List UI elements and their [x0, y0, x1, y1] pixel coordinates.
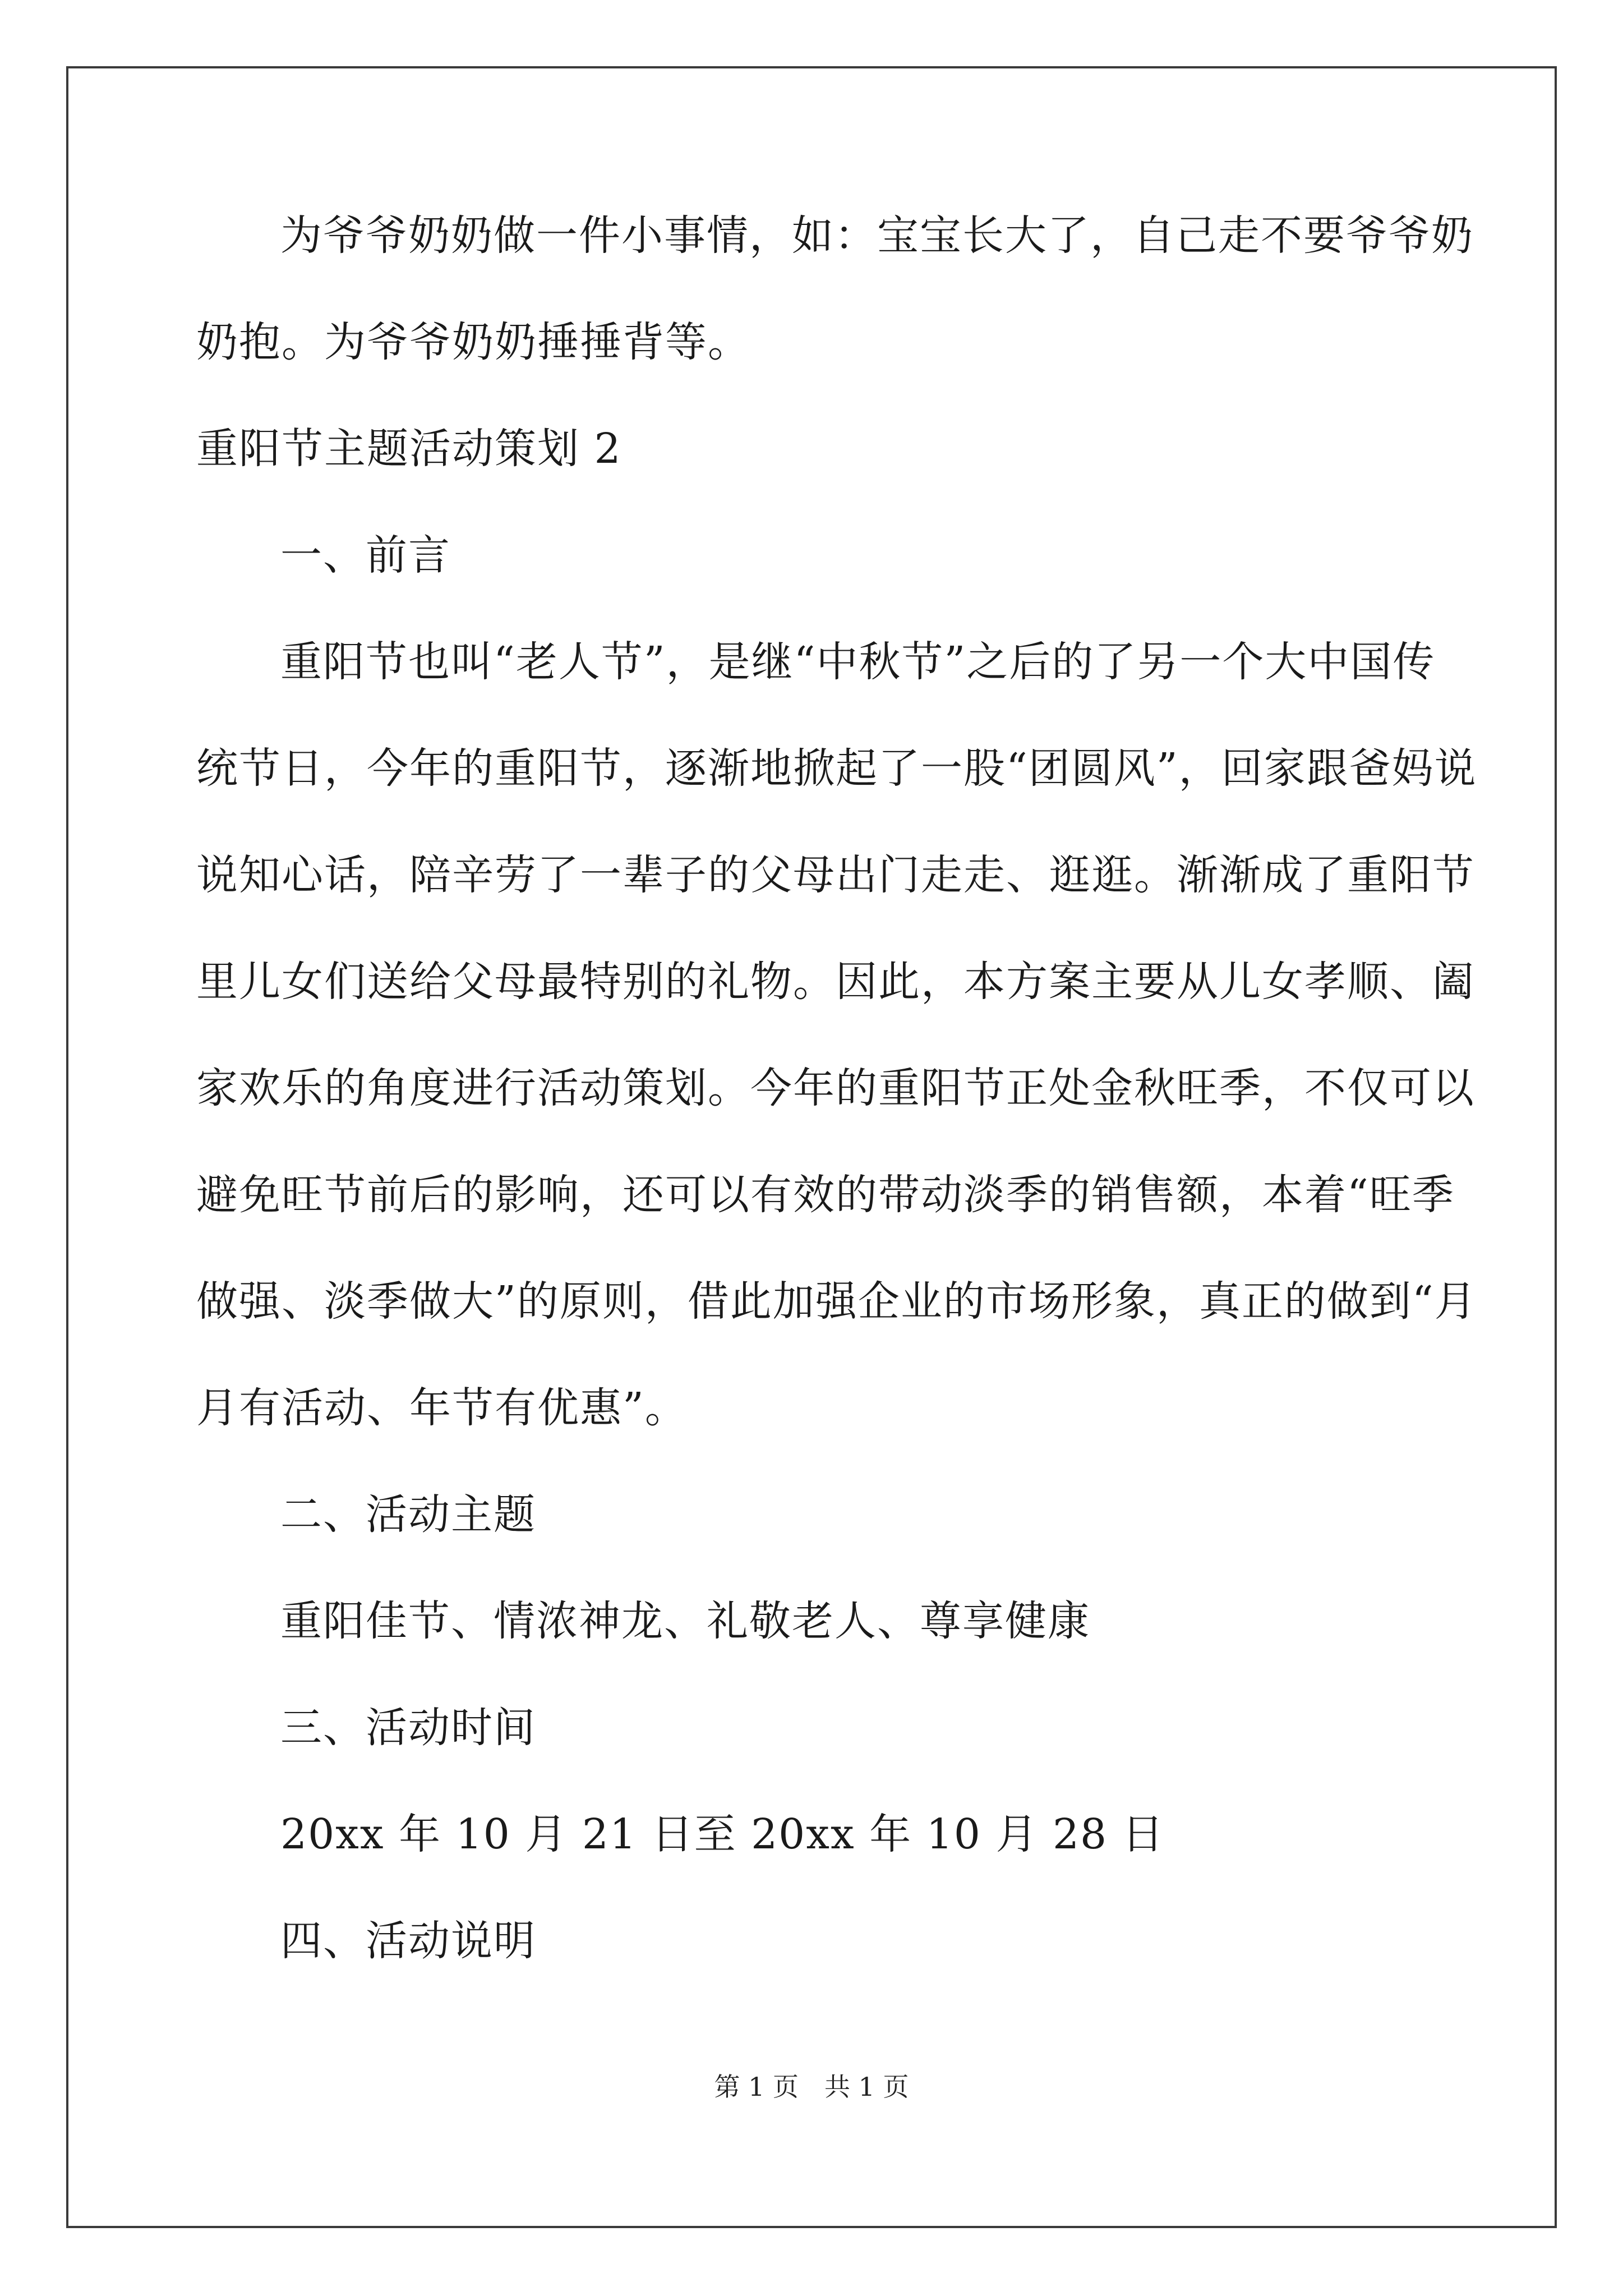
heading-preface: 一、前言: [280, 531, 451, 579]
paragraph-line: 重阳节也叫“老人节”，是继“中秋节”之后的了另一个大中国传: [280, 638, 1436, 686]
heading-time: 三、活动时间: [280, 1704, 536, 1752]
section-title: 重阳节主题活动策划 2: [196, 425, 622, 473]
paragraph-line: 为爷爷奶奶做一件小事情，如：宝宝长大了，自己走不要爷爷奶: [280, 211, 1474, 260]
heading-theme: 二、活动主题: [280, 1490, 536, 1539]
paragraph-line: 统节日，今年的重阳节，逐渐地掀起了一股“团圆风”，回家跟爸妈说: [196, 744, 1477, 793]
paragraph-line: 奶抱。为爷爷奶奶捶捶背等。: [196, 318, 750, 366]
page-footer: 第 1 页 共 1 页: [714, 2072, 909, 2102]
paragraph-line: 月有活动、年节有优惠”。: [196, 1384, 688, 1432]
paragraph-line: 避免旺节前后的影响，还可以有效的带动淡季的销售额，本着“旺季: [196, 1171, 1455, 1219]
paragraph-line: 说知心话，陪辛劳了一辈子的父母出门走走、逛逛。渐渐成了重阳节: [196, 851, 1475, 899]
theme-text: 重阳佳节、情浓神龙、礼敬老人、尊享健康: [280, 1597, 1090, 1645]
paragraph-line: 做强、淡季做大”的原则，借此加强企业的市场形象，真正的做到“月: [196, 1277, 1477, 1326]
time-text: 20xx 年 10 月 21 日至 20xx 年 10 月 28 日: [280, 1810, 1165, 1858]
heading-description: 四、活动说明: [280, 1917, 536, 1965]
page-border: [66, 66, 1557, 2228]
paragraph-line: 家欢乐的角度进行活动策划。今年的重阳节正处金秋旺季，不仅可以: [196, 1064, 1475, 1112]
paragraph-line: 里儿女们送给父母最特别的礼物。因此，本方案主要从儿女孝顺、阖: [196, 958, 1475, 1006]
